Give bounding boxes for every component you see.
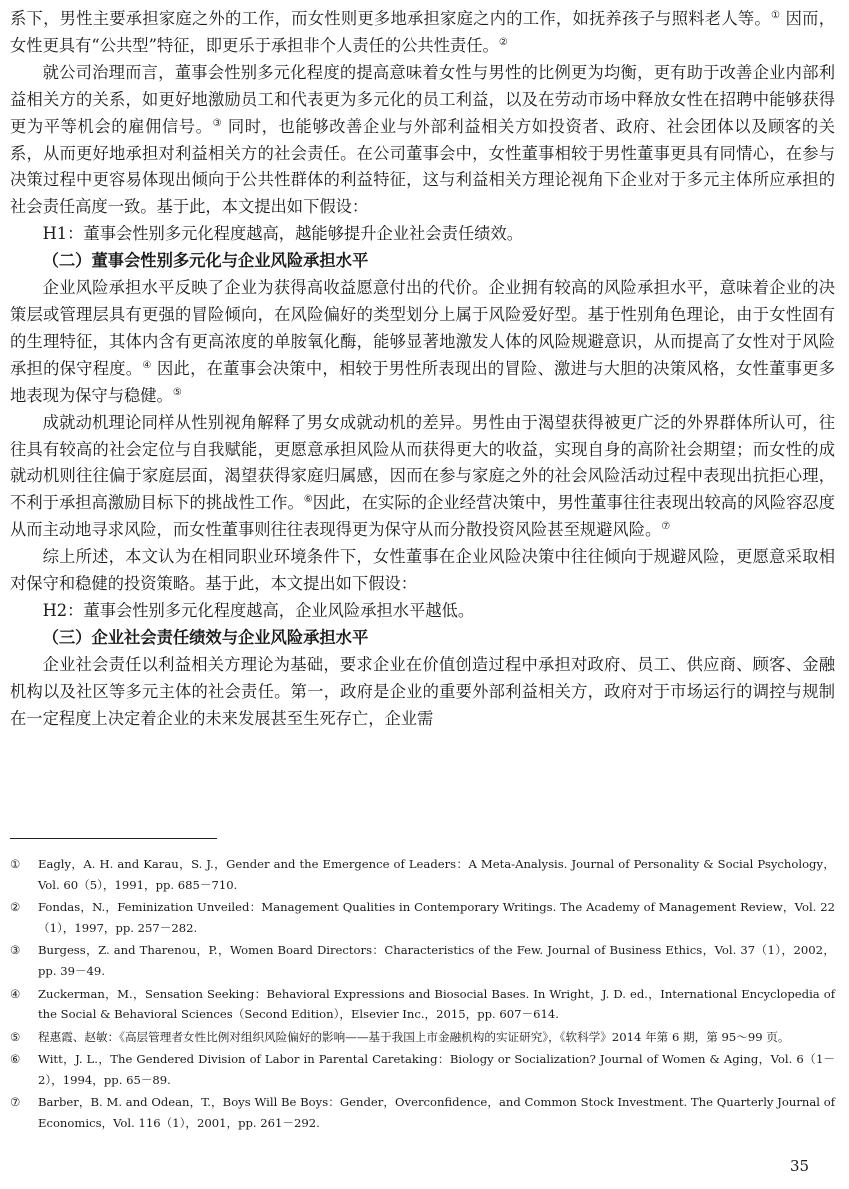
text: 同时，也能够改善企业与外部利益相关方如投资者、政府、社会团体以及顾客的关系，从而更好地承担对利益相关方的社会责任。在公司董事会中，女性董事相较于男性董事更具有同情心，在参与决策过程中更容易体现出倾向于公共性群体的利益特征，这与利益相关方理论视角下企业对于多元主体所应承担的社会责任高度一致。基于此，本文提出如下假设： [10, 116, 835, 217]
footnote [10, 1027, 835, 1048]
text: 企业风险承担水平反映了企业为获得高收益愿意付出的代价。企业拥有较高的风险承担水平，意味着企业的决策层或管理层具有更强的冒险倾向，在风险偏好的类型划分上属于风险爱好型。基于性别角色理论，由于女性固有的生理特征，其体内含有更高浓度的单胺氧化酶，能够显著地激发人体的风险规避意识，从而提高了女性对于风险承担的保守程度。 [10, 278, 835, 378]
paragraph [10, 6, 835, 60]
footnote-text: Barber，B. M. and Odean，T.，Boys Will Be Boys：Gender，Overconfidence，and Common Stock Investment. The Quarterly Journal of Economics，Vol. 116（1），2001，pp. 261－292. [38, 1095, 835, 1131]
footnote [10, 897, 835, 939]
paragraph: 企业社会责任以利益相关方理论为基础，要求企业在价值创造过程中承担对政府、员工、供应商、顾客、金融机构以及社区等多元主体的社会责任。第一，政府是企业的重要外部利益相关方，政府对于市场运行的调控与规制在一定程度上决定着企业的未来发展甚至生死存亡，企业需 [10, 654, 835, 728]
text: 因此，在实际的企业经营决策中，男性董事往往表现出较高的风险容忍度从而主动地寻求风险，而女性董事则往往表现得更为保守从而分散投资风险甚至规避风险。 [10, 493, 835, 540]
footnote-ref[interactable]: ⑦ [661, 521, 671, 533]
footnote-number: ③ [10, 943, 21, 958]
footnote [10, 1049, 835, 1091]
footnote-number: ① [10, 857, 21, 871]
footnote-ref[interactable]: ② [498, 36, 508, 48]
paragraph: 综上所述，本文认为在相同职业环境条件下，女性董事在企业风险决策中往往倾向于规避风险，更愿意采取相对保守和稳健的投资策略。基于此，本文提出如下假设： [10, 547, 835, 594]
text: 因此，在董事会决策中，相较于男性所表现出的冒险、激进与大胆的决策风格，女性董事更多地表现为保守与稳健。 [10, 358, 835, 405]
footnote-ref[interactable]: ① [770, 10, 781, 21]
footnote-text: 程惠霞、赵敏：《高层管理者女性比例对组织风险偏好的影响——基于我国上市金融机构的实证研究》，《软科学》2014 年第 6 期，第 95～99 页。 [38, 1029, 790, 1044]
footnotes [10, 854, 835, 1136]
text: 因而，女性更具有“公共型”特征，即更乐于承担非个人责任的公共性责任。 [10, 9, 835, 55]
paragraph [10, 60, 835, 221]
section-heading: （二）董事会性别多元化与企业风险承担水平 [42, 251, 369, 271]
footnote-divider [10, 838, 217, 839]
hypothesis-h1: H1：董事会性别多元化程度越高，越能够提升企业社会责任绩效。 [42, 224, 524, 244]
footnote-text: Burgess，Z. and Tharenou，P.，Women Board Directors：Characteristics of the Few. Journal of Business Ethics，Vol. 37（1），2002，pp. 39－49. [38, 943, 835, 979]
footnote [10, 940, 835, 982]
text: 成就动机理论同样从性别视角解释了男女成就动机的差异。男性由于渴望获得被更广泛的外界群体所认可，往往具有较高的社会定位与自我赋能，更愿意承担风险从而获得更大的收益，实现自身的高阶社会期望；而女性的成就动机则往往偏于家庭层面，渴望获得家庭归属感，因而在参与家庭之外的社会风险活动过程中表现出抗拒心理，不利于承担高激励目标下的挑战性工作。 [10, 412, 835, 513]
footnote-text: Fondas，N.，Feminization Unveiled：Management Qualities in Contemporary Writings. The Academy of Management Review，Vol. 22（1），1997，pp. 257－282. [38, 900, 835, 935]
footnote-number: ⑦ [10, 1095, 21, 1110]
page-number: 35 [790, 1157, 810, 1175]
footnote-ref[interactable]: ⑤ [172, 386, 182, 398]
text: 就公司治理而言，董事会性别多元化程度的提高意味着女性与男性的比例更为均衡，更有助于改善企业内部利益相关方的关系，如更好地激励员工和代表更为多元化的员工利益，以及在劳动市场中释放女性在招聘中能够获得更为平等机会的雇佣信号。 [10, 62, 835, 136]
footnote [10, 984, 835, 1026]
footnote [10, 1092, 835, 1134]
hypothesis-h2: H2：董事会性别多元化程度越高，企业风险承担水平越低。 [42, 600, 475, 620]
footnote-text: Zuckerman，M.，Sensation Seeking：Behavioral Expressions and Biosocial Bases. In Wright，J. D. ed.，International Encyclopedia of the Social & Behavioral Sciences（Second Edition），Elsevier Inc.，2015，pp. 607－614. [38, 986, 835, 1022]
section-heading: （三）企业社会责任绩效与企业风险承担水平 [42, 627, 369, 647]
footnote-ref[interactable]: ④ [142, 359, 152, 371]
footnote-text: Witt，J. L.，The Gendered Division of Labor in Parental Caretaking：Biology or Socialization? Journal of Women & Aging，Vol. 6（1－2），1994，pp. 65－89. [38, 1052, 835, 1087]
text: 系下，男性主要承担家庭之外的工作，而女性则更多地承担家庭之内的工作，如抚养孩子与照料老人等。 [10, 9, 771, 28]
footnote-ref[interactable]: ⑥ [303, 494, 313, 506]
footnote-text: Eagly，A. H. and Karau，S. J.，Gender and the Emergence of Leaders：A Meta-Analysis. Journal of Personality & Social Psychology，Vol. 60（5），1991，pp. 685－710. [38, 857, 835, 892]
paragraph [10, 275, 835, 410]
footnote-number: ② [10, 900, 21, 915]
footnote-ref[interactable]: ③ [212, 117, 223, 129]
footnote-number: ④ [10, 986, 21, 1001]
footnote-number: ⑤ [10, 1029, 21, 1044]
footnote [10, 854, 835, 896]
paragraph [10, 410, 835, 545]
article-body [10, 6, 835, 732]
footnote-number: ⑥ [10, 1052, 21, 1067]
